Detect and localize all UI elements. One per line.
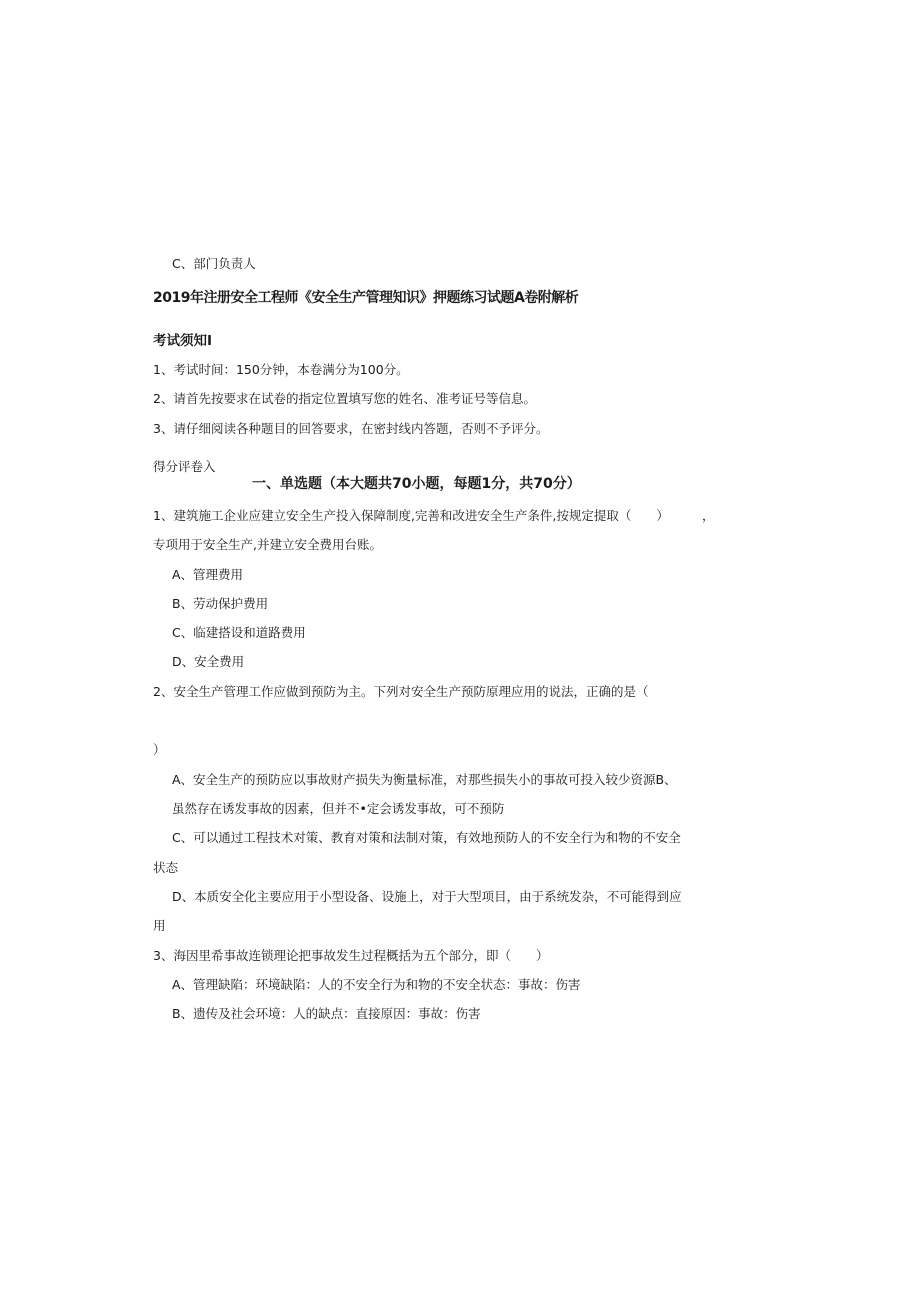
question-1-option-c: C、临建搭设和道路费用 [172,625,306,640]
question-2-option-d: D、本质安全化主要应用于小型设备、设施上，对于大型项目，由于系统发杂，不可能得到应 [172,889,682,904]
score-label: 得分评卷入 [153,459,216,474]
question-2-option-b: 虽然存在诱发事故的因素，但并不•定会诱发事故，可不预防 [172,801,505,816]
question-2-stem-cont: ） [153,742,166,757]
document-title: 2019年注册安全工程师《安全生产管理知识》押题练习试题A卷附解析 [153,290,579,306]
question-3-option-a: A、管理缺陷：环境缺陷：人的不安全行为和物的不安全状态：事故：伤害 [172,977,581,992]
question-1-stem: 1、建筑施工企业应建立安全生产投入保障制度,完善和改进安全生产条件,按规定提取（ ） [153,508,669,523]
notice-item: 1、考试时间：150分钟，本卷满分为100分。 [153,362,409,377]
question-3-stem: 3、海因里希事故连锁理论把事故发生过程概括为五个部分，即（ ） [153,948,549,963]
top-option-c: C、部门负责人 [172,256,256,271]
question-3-option-b: B、遗传及社会环境：人的缺点：直接原因：事故：伤害 [172,1006,481,1021]
question-1-stem-tail: ， [702,508,715,523]
question-1-option-a: A、管理费用 [172,567,244,582]
question-2-stem: 2、安全生产管理工作应做到预防为主。下列对安全生产预防原理应用的说法，正确的是（ [153,684,649,699]
question-1-stem-cont: 专项用于安全生产,并建立安全费用台账。 [153,537,382,552]
notice-item: 2、请首先按要求在试卷的指定位置填写您的姓名、准考证号等信息。 [153,391,536,406]
question-2-option-c-cont: 状态 [153,860,179,875]
section-heading: 一、单选题（本大题共70小题，每题1分，共70分） [252,476,581,492]
question-2-option-a: A、安全生产的预防应以事故财产损失为衡量标准，对那些损失小的事故可投入较少资源B、 [172,772,677,787]
question-1-option-d: D、安全费用 [172,654,245,669]
question-2-option-d-cont: 用 [153,918,166,933]
notice-heading: 考试须知I [153,333,213,349]
question-2-option-c: C、可以通过工程技术对策、教育对策和法制对策，有效地预防人的不安全行为和物的不安全 [172,830,681,845]
question-1-option-b: B、劳动保护费用 [172,596,269,611]
notice-item: 3、请仔细阅读各种题目的回答要求，在密封线内答题，否则不予评分。 [153,421,549,436]
